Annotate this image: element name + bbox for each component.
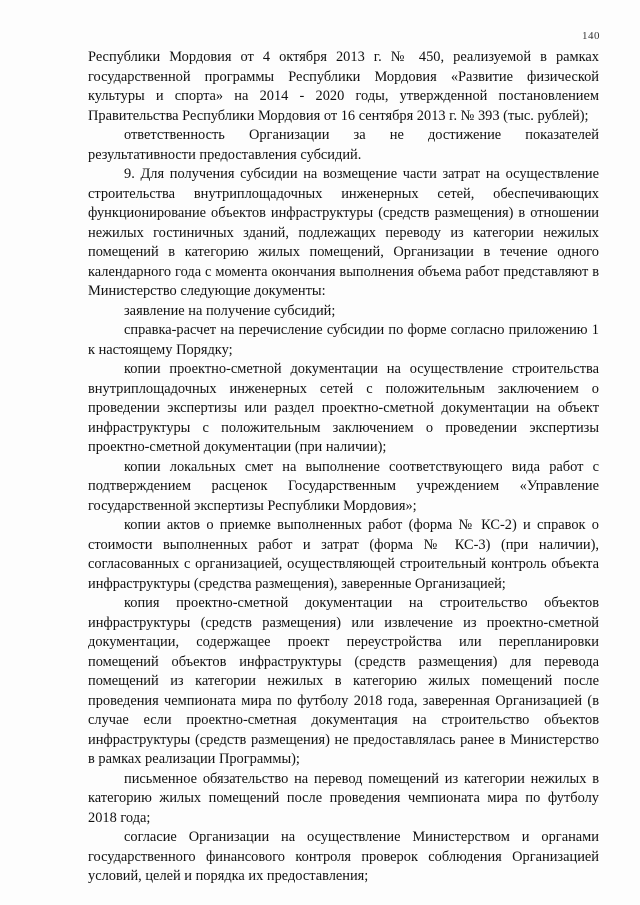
list-item-design-copy: копия проектно-сметной документации на строительство объектов инфраструктуры (средств размещения) или извлечение из проектно-сметной документации, содержащее проект переустройства или перепланировки помещений объектов инфраструктуры (средств размещения) для перевода помещений из категории нежилых в категорию жилых помещений после проведения чемпионата мира по футболу 2018 года, заверенная Организацией (в случае если проектно-сметная документация на строительство объектов инфраструктуры (средств размещения) не предоставлялась ранее в Министерство в рамках реализации Программы); [88, 595, 599, 767]
list-item-local-estimates: копии локальных смет на выполнение соответствующего вида работ с подтверждением расценок Государственным учреждением «Управление государственной экспертизы Республики Мордовия»; [88, 458, 599, 514]
paragraph-continuation: Республики Мордовия от 4 октября 2013 г. № 450, реализуемой в рамках государственной программы Республики Мордовия «Развитие физической культуры и спорта» на 2014 - 2020 годы, утвержденной постановлением Правительства Республики Мордовия от 16 сентября 2013 г. № 393 (тыс. рублей); [88, 49, 599, 124]
list-item-application: заявление на получение субсидий; [124, 302, 336, 319]
list-item-acceptance-acts: копии актов о приемке выполненных работ (форма № КС-2) и справок о стоимости выполненных работ и затрат (форма № КС-3) (при наличии), согласованных с организацией, осуществляющей строительный контроль объекта инфраструктуры (средства размещения), заверенные Организацией; [88, 517, 599, 592]
paragraph-clause-9: 9. Для получения субсидии на возмещение части затрат на осуществление строительства внутриплощадочных инженерных сетей, обеспечивающих функционирование объектов инфраструктуры (средств размещения) в отношении нежилых гостиничных зданий, подлежащих переводу из категории нежилых помещений в категорию жилых помещений, Организации в течение одного календарного года с момента окончания выполнения объема работ представляют в Министерство следующие документы: [88, 166, 599, 299]
page-number: 140 [582, 30, 600, 42]
paragraph-responsibility: ответственность Организации за не достижение показателей результативности предоставления субсидий. [88, 127, 599, 163]
list-item-obligation: письменное обязательство на перевод помещений из категории нежилых в категорию жилых помещений после проведения чемпионата мира по футболу 2018 года; [88, 770, 599, 826]
list-item-design-docs: копии проектно-сметной документации на осуществление строительства внутриплощадочных инженерных сетей с положительным заключением о проведении экспертизы или раздел проектно-сметной документации на объект инфраструктуры с положительным заключением о проведении экспертизы проектно-сметной документации (при наличии); [88, 361, 599, 455]
list-item-consent: согласие Организации на осуществление Министерством и органами государственного финансового контроля проверок соблюдения Организацией условий, целей и порядка их предоставления; [88, 829, 599, 884]
list-item-calculation: справка-расчет на перечисление субсидии по форме согласно приложению 1 к настоящему Порядку; [88, 322, 599, 358]
document-body [88, 48, 599, 887]
